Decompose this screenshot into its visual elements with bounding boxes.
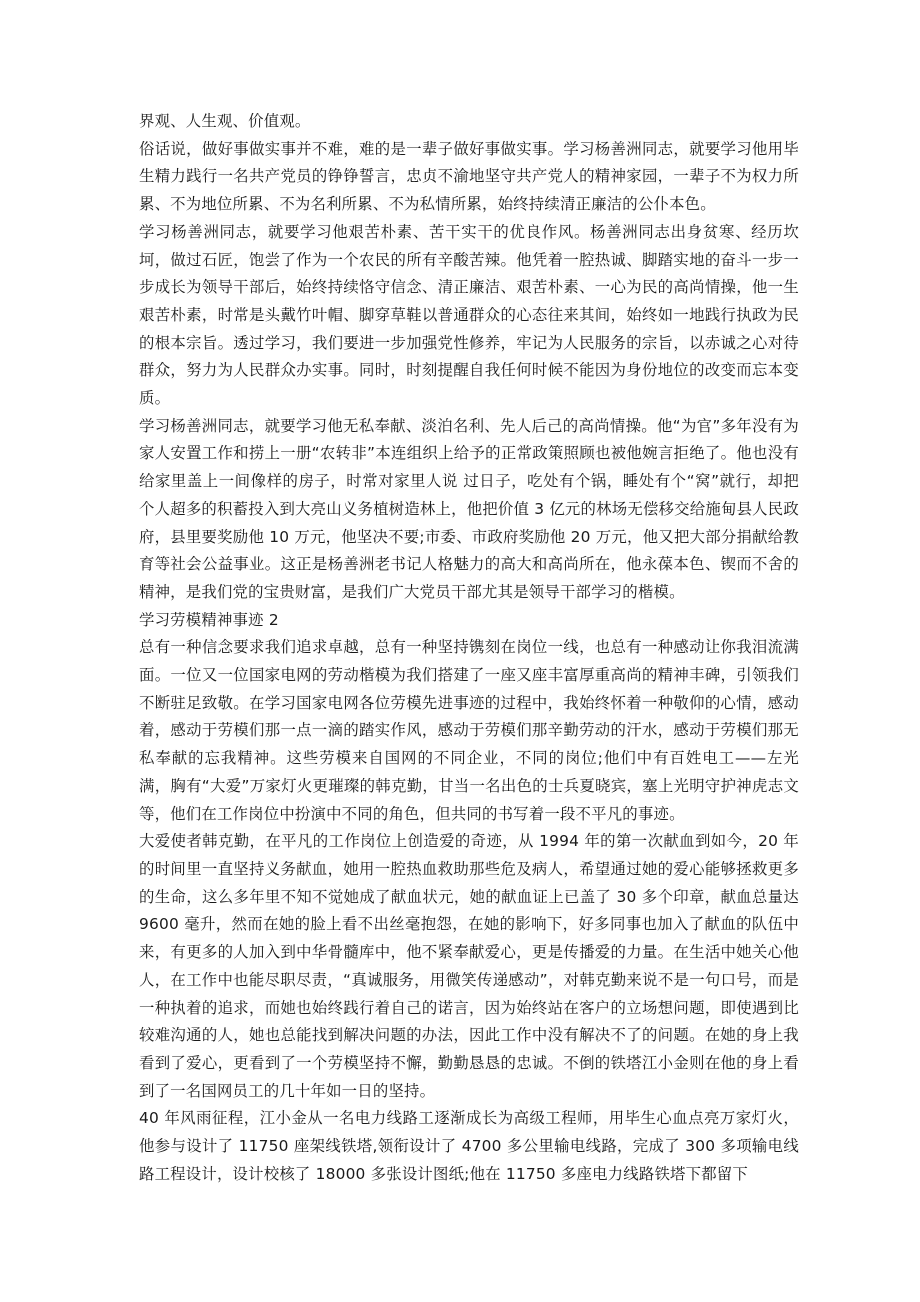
paragraph-3: 学习杨善洲同志，就要学习他艰苦朴素、苦干实干的优良作风。杨善洲同志出身贫寒、经历坎坷，做过石匠，饱尝了作为一个农民的所有辛酸苦辣。他凭着一腔热诚、脚踏实地的奋斗一步一步成长为领导干部后，始终持续恪守信念、清正廉洁、艰苦朴素、一心为民的高尚情操，他一生艰苦朴素，时常是头戴竹叶帽、脚穿草鞋以普通群众的心态往来其间，始终如一地践行执政为民的根本宗旨。透过学习，我们要进一步加强党性修养，牢记为人民服务的宗旨，以赤诚之心对待群众，努力为人民群众办实事。同时，时刻提醒自我任何时候不能因为身份地位的改变而忘本变质。 bbox=[139, 222, 799, 408]
paragraph-4: 学习杨善洲同志，就要学习他无私奉献、淡泊名利、先人后己的高尚情操。他“为官”多年没有为家人安置工作和捞上一册“农转非”本连组织上给予的正常政策照顾也被他婉言拒绝了。他也没有给家里盖上一间像样的房子，时常对家里人说 过日子，吃处有个锅，睡处有个“窝”就行，却把个人超多的积蓄投入到大亮山义务植树造林上，他把价值 3 亿元的林场无偿移交给施甸县人民政府，县里要奖励他 10 万元，他坚决不要;市委、市政府奖励他 20 万元，他又把大部分捐献给教育等社会公益事业。这正是杨善洲老书记人格魅力的高大和高尚所在，他永葆本色、锲而不舍的精神，是我们党的宝贵财富，是我们广大党员干部尤其是领导干部学习的楷模。 bbox=[139, 416, 799, 601]
paragraph-6: 大爱使者韩克勤，在平凡的工作岗位上创造爱的奇迹，从 1994 年的第一次献血到如今，20 年的时间里一直坚持义务献血，她用一腔热血救助那些危及病人，希望通过她的爱心能够拯救更多的生命，这么多年里不知不觉她成了献血状元，她的献血证上已盖了 30 多个印章，献血总量达 9600 毫升，然而在她的脸上看不出丝毫抱怨，在她的影响下，好多同事也加入了献血的队伍中来，有更多的人加入到中华骨髓库中，他不紧奉献爱心，更是传播爱的力量。在生活中她关心他人，在工作中也能尽职尽责，“真诚服务，用微笑传递感动”，对韩克勤来说不是一句口号，而是一种执着的追求，而她也始终践行着自己的诺言，因为始终站在客户的立场想问题，即使遇到比较难沟通的人，她也总能找到解决问题的办法，因此工作中没有解决不了的问题。在她的身上我看到了爱心，更看到了一个劳模坚持不懈，勤勤恳恳的忠诚。不倒的铁塔江小金则在他的身上看到了一名国网员工的几十年如一日的坚持。 bbox=[139, 832, 799, 1100]
paragraph-1: 界观、人生观、价值观。 bbox=[139, 112, 311, 130]
section-heading: 学习劳模精神事迹 2 bbox=[139, 610, 279, 629]
paragraph-5: 总有一种信念要求我们追求卓越，总有一种坚持镌刻在岗位一线，也总有一种感动让你我泪流满面。一位又一位国家电网的劳动楷模为我们搭建了一座又座丰富厚重高尚的精神丰碑，引领我们不断驻足致敬。在学习国家电网各位劳模先进事迹的过程中，我始终怀着一种敬仰的心情，感动着，感动于劳模们那一点一滴的踏实作风，感动于劳模们那辛勤劳动的汗水，感动于劳模们那无私奉献的忘我精神。这些劳模来自国网的不同企业，不同的岗位;他们中有百姓电工——左光满，胸有“大爱”万家灯火更璀璨的韩克勤，甘当一名出色的士兵夏晓宾，塞上光明守护神虎志文等，他们在工作岗位中扮演中不同的角色，但共同的书写着一段不平凡的事迹。 bbox=[139, 638, 799, 823]
paragraph-2: 俗话说，做好事做实事并不难，难的是一辈子做好事做实事。学习杨善洲同志，就要学习他用毕生精力践行一名共产党员的铮铮誓言，忠贞不渝地坚守共产党人的精神家园，一辈子不为权力所累、不为地位所累、不为名利所累、不为私情所累，始终持续清正廉洁的公仆本色。 bbox=[139, 139, 799, 214]
document-body bbox=[139, 108, 799, 1188]
paragraph-7: 40 年风雨征程，江小金从一名电力线路工逐渐成长为高级工程师，用毕生心血点亮万家灯火，他参与设计了 11750 座架线铁塔,领衔设计了 4700 多公里输电线路，完成了 300 多项输电线路工程设计，设计校核了 18000 多张设计图纸;他在 11750 多座电力线路铁塔下都留下 bbox=[139, 1109, 799, 1183]
